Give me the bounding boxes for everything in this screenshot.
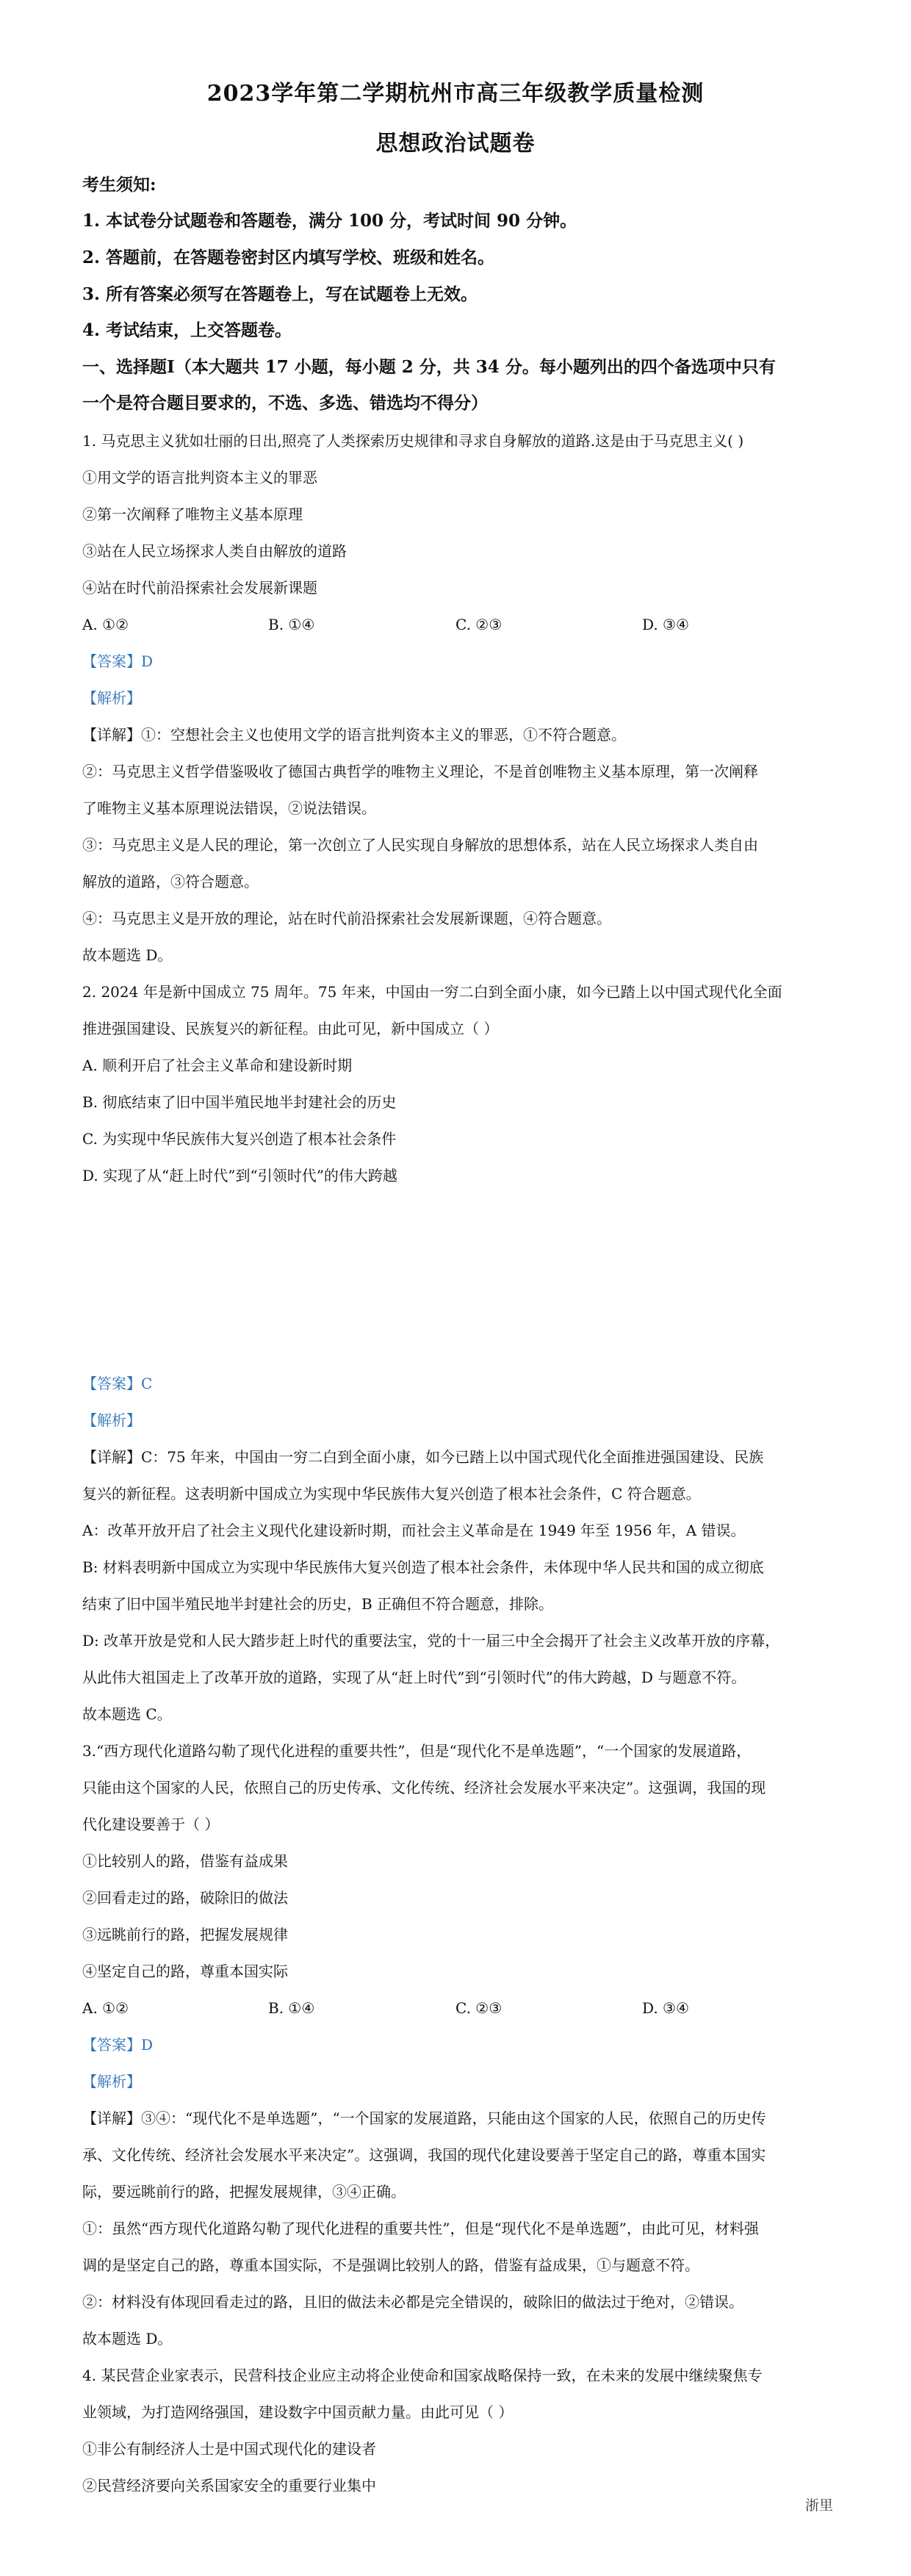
section-heading: 一、选择题Ⅰ（本大题共 17 小题，每小题 2 分，共 34 分。每小题列出的四个备选项中只有	[82, 357, 776, 377]
q2-analysis-label: 【解析】	[82, 1411, 141, 1429]
q3-conclusion: 故本题选 D。	[82, 2330, 173, 2347]
q2-explanation: B: 材料表明新中国成立为实现中华民族伟大复兴创造了根本社会条件，未体现中华人民共和国的成立彻底	[82, 1558, 764, 1576]
q3-statement: ②回看走过的路，破除旧的做法	[82, 1889, 288, 1907]
q2-stem: 2. 2024 年是新中国成立 75 周年。75 年来，中国由一穷二白到全面小康，如今已踏上以中国式现代化全面	[82, 983, 782, 1001]
q2-explanation: 结束了旧中国半殖民地半封建社会的历史，B 正确但不符合题意，排除。	[82, 1595, 554, 1613]
q1-stem: 1. 马克思主义犹如壮丽的日出,照亮了人类探索历史规律和寻求自身解放的道路.这是由于马克思主义( )	[82, 432, 744, 450]
footer-watermark: 浙里	[804, 2497, 833, 2514]
q1-statement: ③站在人民立场探求人类自由解放的道路	[82, 542, 347, 560]
q1-explanation: ④：马克思主义是开放的理论，站在时代前沿探索社会发展新课题，④符合题意。	[82, 910, 611, 927]
q3-stem: 3.“西方现代化道路勾勒了现代化进程的重要共性”，但是“现代化不是单选题”，“一个国家的发展道路，	[82, 1742, 752, 1760]
q3-explanation: ①：虽然“西方现代化道路勾勒了现代化进程的重要共性”，但是“现代化不是单选题”，由此可见，材料强	[82, 2220, 759, 2237]
exam-subtitle: 思想政治试题卷	[375, 131, 536, 156]
q2-option-b: B. 彻底结束了旧中国半殖民地半封建社会的历史	[82, 1093, 397, 1111]
notice-item: 1. 本试卷分试题卷和答题卷，满分 100 分，考试时间 90 分钟。	[82, 211, 577, 231]
q2-conclusion: 故本题选 C。	[82, 1705, 172, 1723]
q4-statement: ②民营经济要向关系国家安全的重要行业集中	[82, 2477, 376, 2494]
q3-explanation: 调的是坚定自己的路，尊重本国实际，不是强调比较别人的路，借鉴有益成果，①与题意不符。	[82, 2256, 699, 2274]
q3-stem-cont: 只能由这个国家的人民，依照自己的历史传承、文化传统、经济社会发展水平来决定”。这强调，我国的现	[82, 1779, 766, 1796]
q2-option-a: A. 顺利开启了社会主义革命和建设新时期	[82, 1057, 353, 1074]
q3-explanation: 【详解】③④：“现代化不是单选题”，“一个国家的发展道路，只能由这个国家的人民，依照自己的历史传	[82, 2109, 766, 2127]
q3-analysis-label: 【解析】	[82, 2073, 141, 2090]
q3-statement: ③远眺前行的路，把握发展规律	[82, 1926, 288, 1943]
q1-explanation: ②：马克思主义哲学借鉴吸收了德国古典哲学的唯物主义理论，不是首创唯物主义基本原理，第一次阐释	[82, 763, 758, 780]
q3-answer: 【答案】D	[82, 2036, 154, 2054]
q4-statement: ①非公有制经济人士是中国式现代化的建设者	[82, 2440, 376, 2458]
notice-heading: 考生须知:	[82, 175, 156, 195]
q3-option-d: D. ③④	[642, 1999, 689, 2017]
q1-explanation: 【详解】①：空想社会主义也使用文学的语言批判资本主义的罪恶，①不符合题意。	[82, 726, 626, 744]
notice-item: 3. 所有答案必须写在答题卷上，写在试题卷上无效。	[82, 284, 478, 304]
q1-explanation: 解放的道路，③符合题意。	[82, 873, 259, 891]
q2-explanation: 复兴的新征程。这表明新中国成立为实现中华民族伟大复兴创造了根本社会条件，C 符合题意。	[82, 1485, 701, 1503]
q2-answer: 【答案】C	[82, 1375, 153, 1392]
q3-option-a: A. ①②	[82, 1999, 129, 2017]
q1-option-c: C. ②③	[455, 616, 503, 633]
q3-explanation: ②：材料没有体现回看走过的路，且旧的做法未必都是完全错误的，破除旧的做法过于绝对，②错误。	[82, 2293, 743, 2311]
q3-option-c: C. ②③	[455, 1999, 503, 2017]
q2-explanation: D: 改革开放是党和人民大踏步赶上时代的重要法宝，党的十一届三中全会揭开了社会主义改革开放的序幕，	[82, 1632, 780, 1649]
notice-item: 4. 考试结束，上交答题卷。	[82, 320, 292, 340]
q1-option-b: B. ①④	[268, 616, 315, 633]
q2-option-d: D. 实现了从“赶上时代”到“引领时代”的伟大跨越	[82, 1167, 397, 1184]
q2-explanation: A：改革开放开启了社会主义现代化建设新时期，而社会主义革命是在 1949 年至 1956 年，A 错误。	[82, 1522, 746, 1539]
q1-analysis-label: 【解析】	[82, 689, 141, 707]
q4-stem: 4. 某民营企业家表示，民营科技企业应主动将企业使命和国家战略保持一致，在未来的发展中继续聚焦专	[82, 2367, 763, 2384]
q3-option-b: B. ①④	[268, 1999, 315, 2017]
q2-stem-cont: 推进强国建设、民族复兴的新征程。由此可见，新中国成立（ ）	[82, 1020, 499, 1037]
q3-explanation: 际，要远眺前行的路，把握发展规律，③④正确。	[82, 2183, 406, 2201]
q3-stem-cont: 代化建设要善于（ ）	[82, 1816, 220, 1833]
section-heading-cont: 一个是符合题目要求的，不选、多选、错选均不得分）	[82, 393, 488, 413]
q1-statement: ④站在时代前沿探索社会发展新课题	[82, 579, 317, 597]
q1-conclusion: 故本题选 D。	[82, 946, 173, 964]
q1-answer: 【答案】D	[82, 652, 154, 670]
q3-statement: ①比较别人的路，借鉴有益成果	[82, 1852, 288, 1870]
notice-item: 2. 答题前，在答题卷密封区内填写学校、班级和姓名。	[82, 248, 495, 267]
q2-explanation: 从此伟大祖国走上了改革开放的道路，实现了从“赶上时代”到“引领时代”的伟大跨越，D 与题意不符。	[82, 1669, 746, 1686]
q2-option-c: C. 为实现中华民族伟大复兴创造了根本社会条件	[82, 1130, 397, 1148]
q2-explanation: 【详解】C：75 年来，中国由一穷二白到全面小康，如今已踏上以中国式现代化全面推进强国建设、民族	[82, 1448, 764, 1466]
q1-explanation: ③：马克思主义是人民的理论，第一次创立了人民实现自身解放的思想体系，站在人民立场探求人类自由	[82, 836, 758, 854]
q3-statement: ④坚定自己的路，尊重本国实际	[82, 1962, 288, 1980]
q1-option-a: A. ①②	[82, 616, 129, 633]
q1-statement: ②第一次阐释了唯物主义基本原理	[82, 506, 303, 523]
q1-explanation: 了唯物主义基本原理说法错误，②说法错误。	[82, 799, 376, 817]
q4-stem-cont: 业领域，为打造网络强国，建设数字中国贡献力量。由此可见（ ）	[82, 2403, 514, 2421]
q1-statement: ①用文学的语言批判资本主义的罪恶	[82, 469, 317, 486]
q1-option-d: D. ③④	[642, 616, 689, 633]
q3-explanation: 承、文化传统、经济社会发展水平来决定”。这强调，我国的现代化建设要善于坚定自己的路，尊重本国实	[82, 2146, 766, 2164]
exam-title: 2023学年第二学期杭州市高三年级教学质量检测	[206, 81, 705, 107]
